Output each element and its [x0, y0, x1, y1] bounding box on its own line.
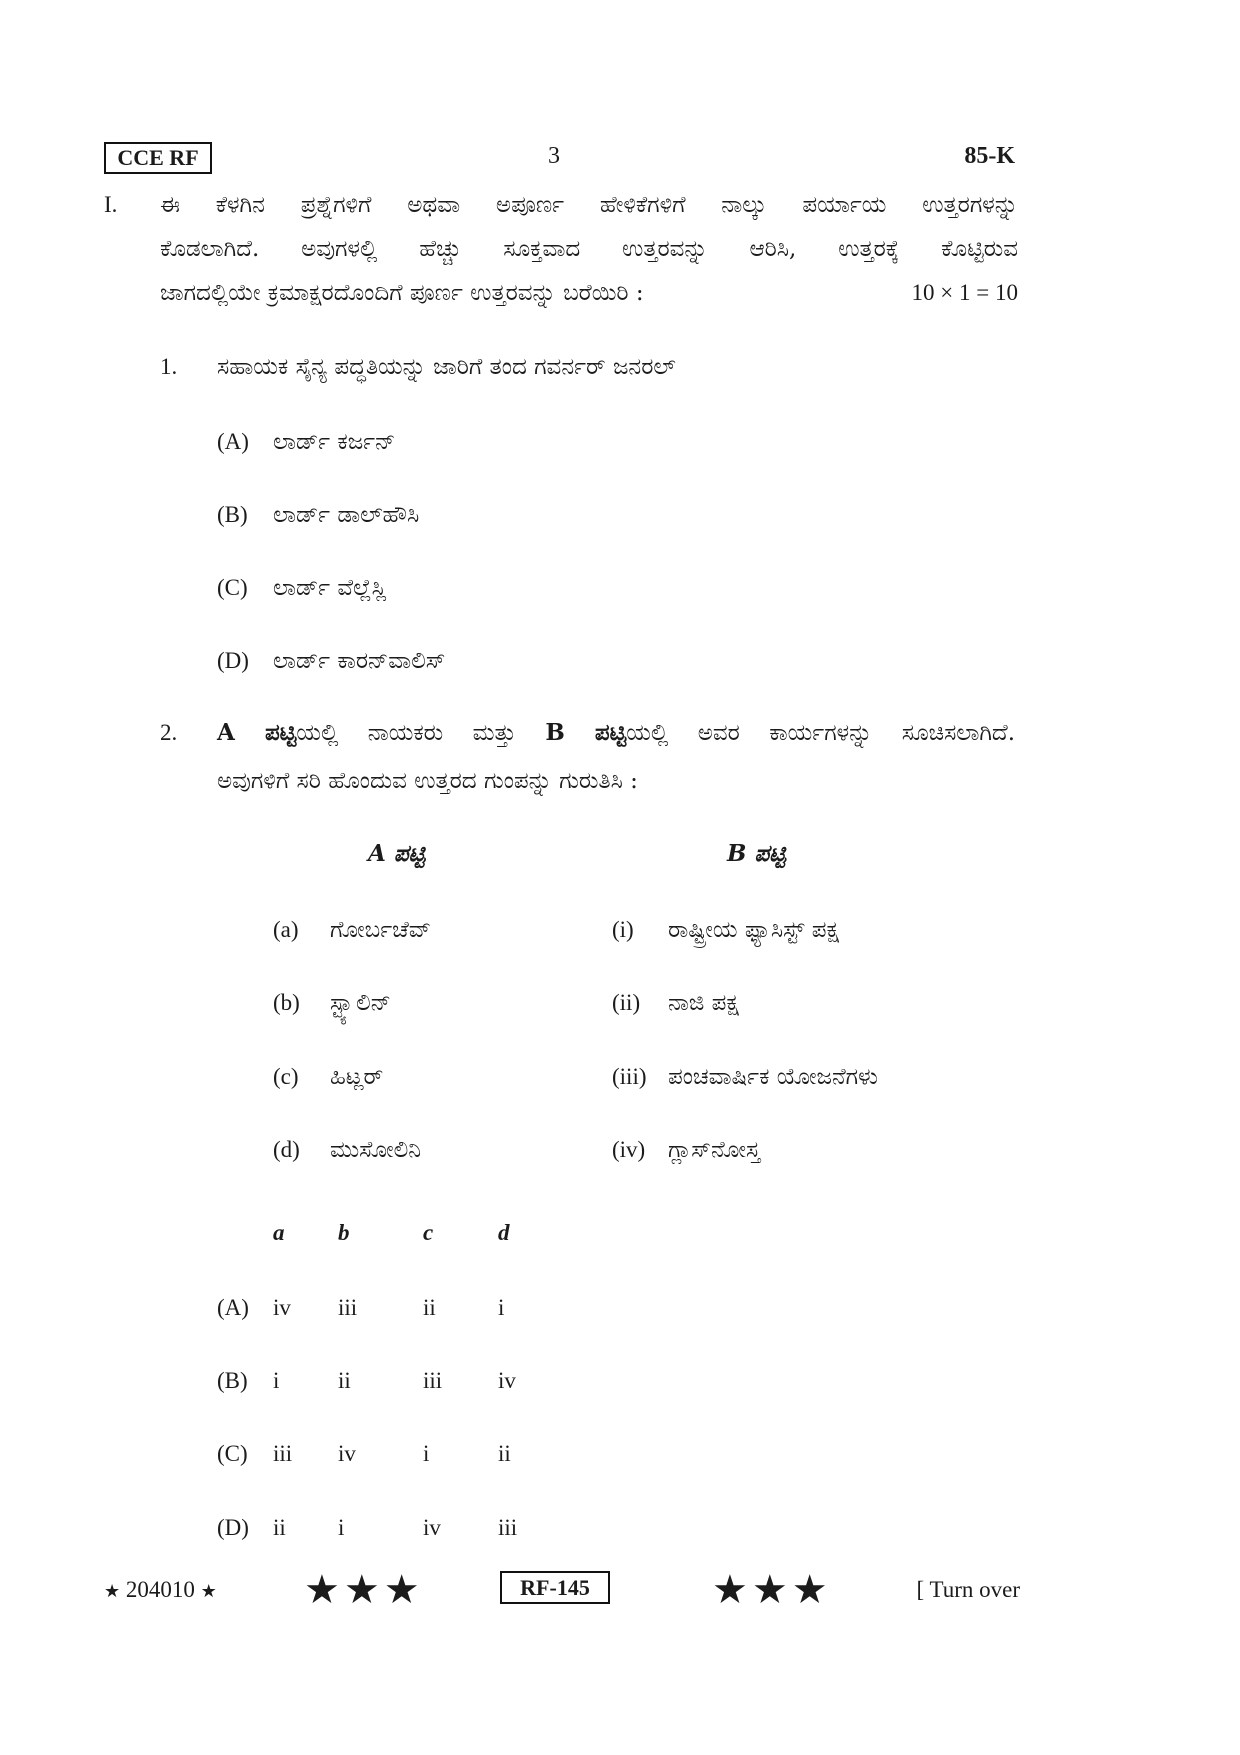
question-2-prompt-line-2: ಅವುಗಳಿಗೆ ಸರಿ ಹೊಂದುವ ಉತ್ತರದ ಗುಂಪನ್ನು ಗುರುತಿಸಿ :: [217, 768, 638, 794]
question-1-number: 1.: [160, 354, 178, 379]
answer-grid-header: [273, 1211, 548, 1255]
footer-serial: [104, 1568, 217, 1614]
answer-cell: ii: [338, 1368, 351, 1393]
answer-column-heading: a: [273, 1220, 285, 1245]
answer-cell: iii: [338, 1295, 358, 1320]
list-b-item: ರಾಷ್ಟ್ರೀಯ ಫ್ಯಾಸಿಸ್ಟ್ ಪಕ್ಷ: [668, 917, 839, 943]
option-label: (A): [217, 1295, 249, 1320]
list-a-item: ಸ್ಟ್ಯಾಲಿನ್: [330, 990, 391, 1016]
list-a-label: (d): [273, 1137, 300, 1162]
question-1-option-c: [217, 566, 387, 610]
center-code-box: RF-145: [500, 1571, 610, 1604]
answer-cell: iv: [498, 1368, 516, 1393]
option-label: (B): [217, 502, 248, 527]
list-b-label: (iv): [612, 1137, 646, 1162]
answer-option-d: [217, 1506, 548, 1550]
marks-allocation: 10 × 1 = 10: [911, 280, 1018, 305]
list-b-label: (iii): [612, 1064, 647, 1089]
question-2-number: 2.: [160, 720, 178, 745]
star-icon: [712, 1567, 752, 1613]
option-label: (C): [217, 575, 248, 600]
star-group-left: [304, 1566, 424, 1614]
answer-cell: ii: [498, 1441, 511, 1466]
star-group-right: [712, 1566, 832, 1614]
list-b-item: ನಾಜಿ ಪಕ್ಷ: [668, 990, 739, 1016]
answer-option-b: [217, 1359, 548, 1403]
list-b-item: ಪಂಚವಾರ್ಷಿಕ ಯೋಜನೆಗಳು: [668, 1064, 878, 1090]
star-icon: [201, 1581, 217, 1602]
star-icon: [344, 1567, 384, 1613]
option-label: (B): [217, 1368, 248, 1393]
star-icon: [304, 1567, 344, 1613]
answer-column-heading: b: [338, 1220, 350, 1245]
paper-code: 85-K: [964, 143, 1015, 169]
answer-cell: i: [338, 1515, 345, 1540]
answer-column-heading: d: [498, 1220, 510, 1245]
answer-cell: iv: [273, 1295, 291, 1320]
match-row: [273, 1128, 760, 1172]
question-1-option-a: [217, 420, 395, 464]
star-icon: [384, 1567, 424, 1613]
question-1-option-b: [217, 493, 419, 537]
prompt-text: ಯಲ್ಲಿ ಅವರ ಕಾರ್ಯಗಳನ್ನು ಸೂಚಿಸಲಾಗಿದೆ.: [626, 720, 1015, 746]
list-b-reference: B ಪಟ್ಟಿ: [545, 719, 627, 746]
answer-column-heading: c: [423, 1220, 434, 1245]
match-row: [273, 1055, 878, 1099]
list-b-item: ಗ್ಲಾಸ್‌ನೋಸ್ತ: [668, 1137, 761, 1163]
list-a-label: (a): [273, 917, 299, 942]
option-text: ಲಾರ್ಡ್ ಕರ್ಜನ್: [273, 429, 396, 455]
list-a-heading: A ಪಟ್ಟಿ: [368, 840, 426, 867]
question-1-text: ಸಹಾಯಕ ಸೈನ್ಯ ಪದ್ಧತಿಯನ್ನು ಜಾರಿಗೆ ತಂದ ಗವರ್ನರ್ ಜನರಲ್: [217, 354, 676, 380]
answer-option-a: [217, 1286, 548, 1330]
list-a-label: (c): [273, 1064, 299, 1089]
answer-cell: i: [498, 1295, 505, 1320]
answer-cell: iii: [273, 1441, 293, 1466]
option-label: (D): [217, 1515, 249, 1540]
option-text: ಲಾರ್ಡ್ ಕಾರನ್‌ವಾಲಿಸ್: [273, 648, 446, 674]
instruction-line-last: [160, 271, 1018, 315]
section-number: I.: [104, 192, 118, 217]
list-a-item: ಮುಸೋಲಿನಿ: [330, 1137, 422, 1163]
instruction-line: ಜಾಗದಲ್ಲಿಯೇ ಕ್ರಮಾಕ್ಷರದೊಂದಿಗೆ ಪೂರ್ಣ ಉತ್ತರವನ್ನು ಬರೆಯಿರಿ :: [160, 280, 644, 306]
answer-cell: i: [423, 1441, 430, 1466]
match-row: [273, 908, 839, 952]
list-a-reference: A ಪಟ್ಟಿ: [217, 719, 297, 746]
paper-series-box: CCE RF: [104, 142, 212, 174]
option-label: (D): [217, 648, 249, 673]
answer-cell: iii: [498, 1515, 518, 1540]
answer-cell: iv: [423, 1515, 441, 1540]
question-2-prompt-line-1: [217, 711, 1015, 755]
answer-cell: ii: [423, 1295, 436, 1320]
star-icon: [752, 1567, 792, 1613]
answer-cell: iv: [338, 1441, 356, 1466]
prompt-text: ಯಲ್ಲಿ ನಾಯಕರು ಮತ್ತು: [296, 720, 516, 746]
answer-cell: i: [273, 1368, 280, 1393]
instruction-line: ಈ ಕೆಳಗಿನ ಪ್ರಶ್ನೆಗಳಿಗೆ ಅಥವಾ ಅಪೂರ್ಣ ಹೇಳಿಕೆಗಳಿಗೆ ನಾಲ್ಕು ಪರ್ಯಾಯ ಉತ್ತರಗಳನ್ನು: [160, 192, 1018, 218]
question-1-option-d: [217, 639, 445, 683]
serial-number: 204010: [125, 1577, 195, 1602]
list-b-label: (i): [612, 917, 634, 942]
list-a-item: ಹಿಟ್ಲರ್: [330, 1064, 384, 1090]
answer-cell: iii: [423, 1368, 443, 1393]
star-icon: [104, 1581, 120, 1602]
list-b-heading: B ಪಟ್ಟಿ: [727, 840, 786, 867]
match-row: [273, 981, 739, 1025]
star-icon: [792, 1567, 832, 1613]
list-b-label: (ii): [612, 990, 641, 1015]
turn-over-note: [ Turn over: [916, 1577, 1020, 1602]
page-number: 3: [548, 143, 560, 169]
answer-cell: ii: [273, 1515, 286, 1540]
option-label: (C): [217, 1441, 248, 1466]
option-text: ಲಾರ್ಡ್ ಡಾಲ್‌ಹೌಸಿ: [273, 502, 420, 528]
option-text: ಲಾರ್ಡ್ ವೆಲ್ಲೆಸ್ಲಿ: [273, 575, 387, 601]
instruction-line: ಕೊಡಲಾಗಿದೆ. ಅವುಗಳಲ್ಲಿ ಹೆಚ್ಚು ಸೂಕ್ತವಾದ ಉತ್ತರವನ್ನು ಆರಿಸಿ, ಉತ್ತರಕ್ಕೆ ಕೊಟ್ಟಿರುವ: [160, 236, 1018, 262]
section-instructions: [160, 183, 1018, 315]
option-label: (A): [217, 429, 249, 454]
answer-option-c: [217, 1432, 548, 1476]
list-a-item: ಗೋರ್ಬಚೆವ್: [330, 917, 431, 943]
list-a-label: (b): [273, 990, 300, 1015]
